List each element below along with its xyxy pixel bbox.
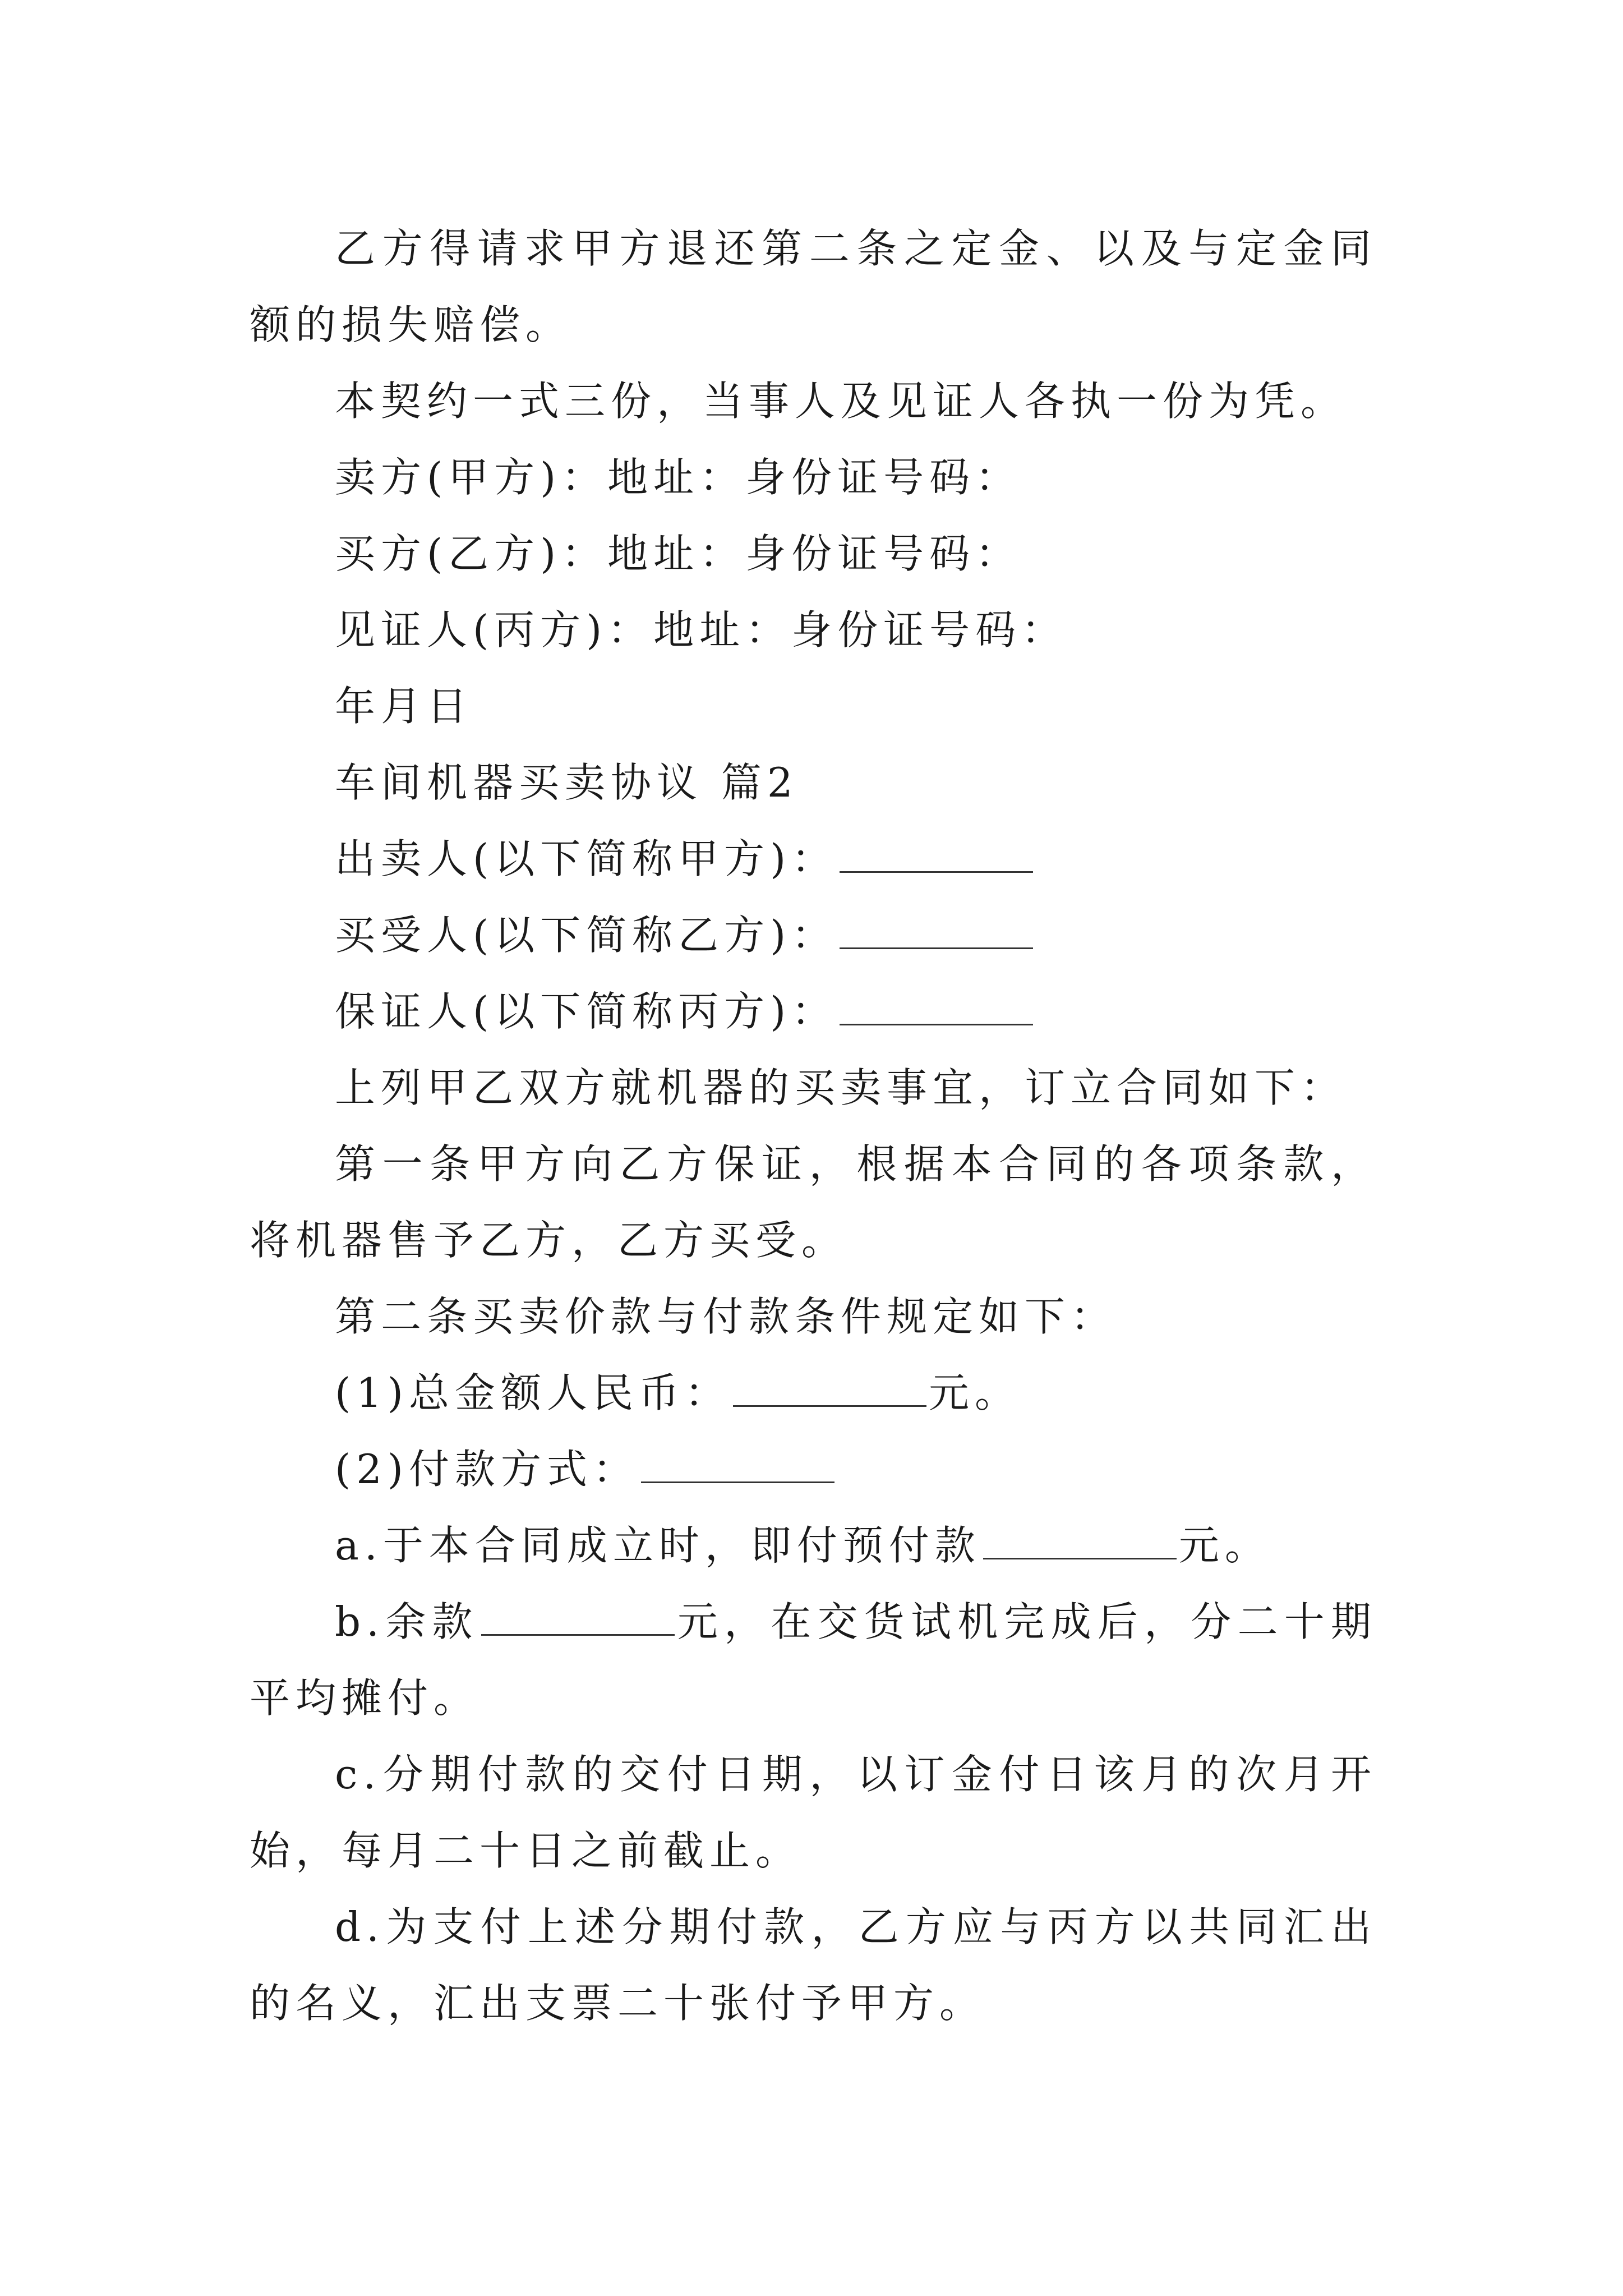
document-body [250,210,1377,2041]
payment-method-blank-line [641,1459,834,1483]
total-amount-label: (1)总金额人民币： [335,1369,731,1416]
seller-blank-line [840,849,1033,873]
paragraph-buyer-info: 买方(乙方)：地址：身份证号码： [335,530,1022,577]
item-a-suffix: 元。 [1178,1522,1271,1569]
guarantor-label: 保证人(以下简称丙方)： [335,988,838,1035]
item-b-suffix: 元，在交货试机完成后，分二十期平均摊付。 [250,1598,1377,1722]
paragraph-copies: 本契约一式三份，当事人及见证人各执一份为凭。 [335,378,1347,425]
paragraph-item-a [250,1507,1377,1584]
paragraph-article-1: 第一条甲方向乙方保证，根据本合同的各项条款，将机器售予乙方，乙方买受。 [250,1140,1377,1264]
paragraph-contract-intro: 上列甲乙双方就机器的买卖事宜，订立合同如下： [335,1064,1347,1111]
guarantor-blank-line [840,1001,1033,1025]
paragraph-item-c: c.分期付款的交付日期，以订金付日该月的次月开始，每月二十日之前截止。 [250,1751,1377,1874]
item-b-blank-line [481,1612,675,1636]
paragraph-item-b [250,1584,1377,1736]
paragraph-buyer-line [250,897,1377,973]
paragraph-seller-line [250,821,1377,897]
item-b-text: b.余款 [335,1598,479,1645]
paragraph-payment-method [250,1431,1377,1507]
seller-label: 出卖人(以下简称甲方)： [335,835,838,882]
paragraph-item-d: d.为支付上述分期付款，乙方应与丙方以共同汇出的名义，汇出支票二十张付予甲方。 [250,1903,1377,2027]
total-amount-suffix: 元。 [929,1369,1021,1416]
item-a-blank-line [983,1535,1177,1559]
paragraph-date: 年月日 [335,683,473,730]
total-amount-blank-line [733,1383,926,1407]
paragraph-witness-info: 见证人(丙方)：地址：身份证号码： [335,606,1068,654]
paragraph-refund-clause: 乙方得请求甲方退还第二条之定金、以及与定金同额的损失赔偿。 [250,225,1377,348]
item-a-text: a.于本合同成立时，即付预付款 [335,1522,981,1569]
payment-method-label: (2)付款方式： [335,1446,639,1493]
paragraph-seller-info: 卖方(甲方)：地址：身份证号码： [335,454,1022,501]
paragraph-guarantor-line [250,973,1377,1050]
paragraph-article-2: 第二条买卖价款与付款条件规定如下： [335,1293,1117,1340]
buyer-blank-line [840,925,1033,949]
section-title: 车间机器买卖协议 篇2 [335,759,799,806]
paragraph-total-amount [250,1355,1377,1431]
buyer-label: 买受人(以下简称乙方)： [335,912,838,959]
